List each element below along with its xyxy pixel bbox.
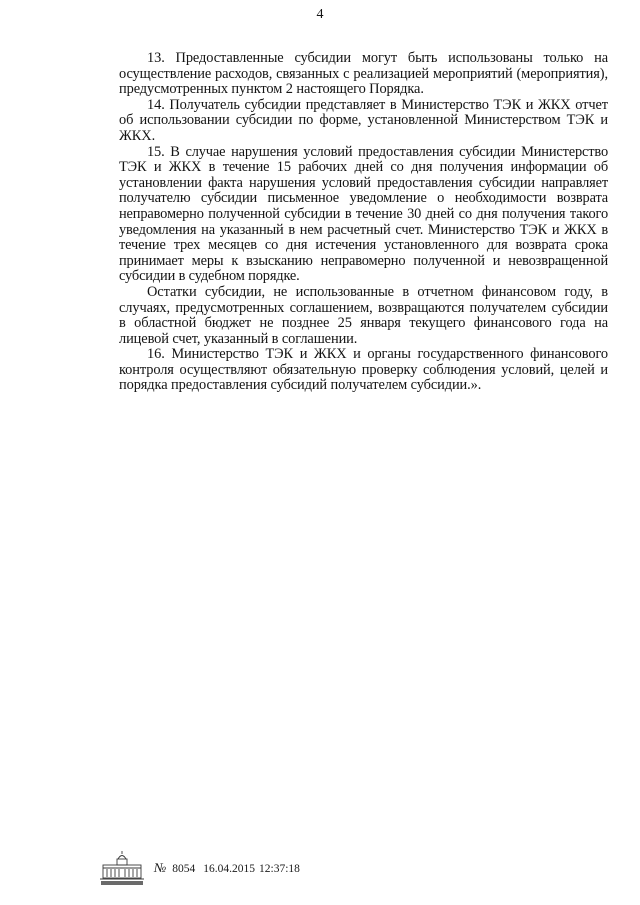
registration-date: 16.04.2015 bbox=[203, 862, 256, 875]
paragraph-remainder: Остатки субсидии, не использованные в отчетном финансовом году, в случаях, предусмотренных соглашением, возвращаются получателем субсидии в областной бюджет не позднее 25 января текущего финансового года на лицевой счет, указанный в соглашении. bbox=[119, 283, 608, 347]
paragraph-14: 14. Получатель субсидии представляет в Министерство ТЭК и ЖКХ отчет об использовании субсидии по форме, установленной Министерством ТЭК и ЖКХ. bbox=[119, 96, 608, 144]
page-number: 4 bbox=[316, 7, 324, 22]
building-stamp-icon bbox=[98, 849, 146, 887]
registration-time: 12:37:18 bbox=[259, 862, 300, 875]
registration-number: 8054 bbox=[172, 862, 196, 875]
registration-stamp-text bbox=[154, 861, 300, 876]
paragraph-13: 13. Предоставленные субсидии могут быть использованы только на осуществление расходов, связанных с реализацией мероприятий (мероприятия), предусмотренных пунктом 2 настоящего Порядка. bbox=[119, 50, 608, 98]
paragraph-15: 15. В случае нарушения условий предоставления субсидии Министерство ТЭК и ЖКХ в течение 15 рабочих дней со дня получения информации об установлении факта нарушения условий предоставления субсидии направляет получателю субсидии письменное уведомление о необходимости возврата неправомерно полученной субсидии в течение 30 дней со дня получения такого уведомления на указанный в нем расчетный счет. Министерство ТЭК и ЖКХ в течение трех месяцев со дня истечения установленного для возврата срока принимает меры к взысканию неправомерно полученной и невозвращенной субсидии в судебном порядке. bbox=[119, 143, 608, 285]
document-body bbox=[119, 51, 608, 394]
paragraph-16: 16. Министерство ТЭК и ЖКХ и органы государственного финансового контроля осуществляют обязательную проверку соблюдения условий, целей и порядка предоставления субсидий получателем субсидии.». bbox=[119, 346, 608, 394]
registration-footer bbox=[98, 848, 300, 888]
number-sign: № bbox=[154, 859, 167, 875]
